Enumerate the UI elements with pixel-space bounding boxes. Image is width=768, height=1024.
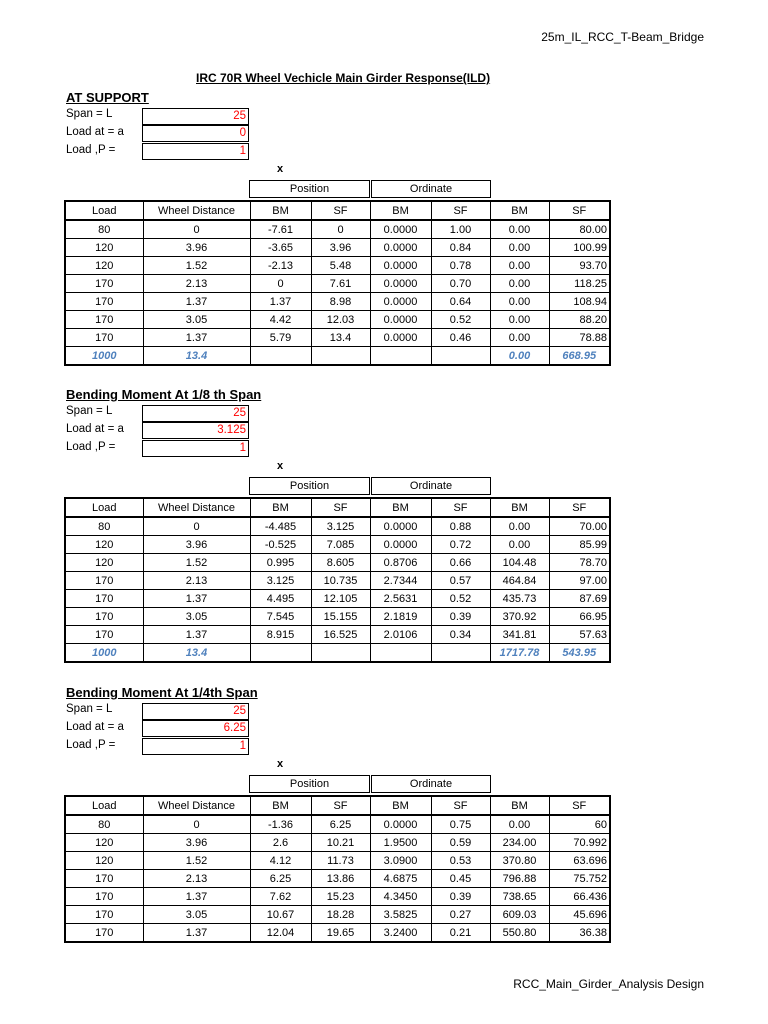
column-header: BM: [370, 201, 431, 220]
table-cell: 66.436: [549, 888, 610, 906]
table-cell: 0.57: [431, 572, 490, 590]
table-cell: 1.52: [143, 852, 250, 870]
table-cell: 87.69: [549, 590, 610, 608]
span-value[interactable]: 25: [142, 703, 249, 720]
table-cell: 0.78: [431, 257, 490, 275]
document-title: IRC 70R Wheel Vechicle Main Girder Response(ILD): [196, 71, 491, 85]
table-cell: 18.28: [311, 906, 370, 924]
table-cell: 550.80: [490, 924, 549, 943]
table-cell: 0.0000: [370, 220, 431, 239]
table-cell: [311, 644, 370, 663]
table-cell: 0.46: [431, 329, 490, 347]
table-cell: 10.735: [311, 572, 370, 590]
table-cell: 70.992: [549, 834, 610, 852]
table-row: [65, 311, 610, 329]
table-cell: 170: [65, 329, 143, 347]
column-header: SF: [549, 498, 610, 517]
table-cell: 170: [65, 293, 143, 311]
table-cell: 13.4: [143, 347, 250, 366]
table-cell: 120: [65, 554, 143, 572]
table-cell: 57.63: [549, 626, 610, 644]
table-cell: [370, 347, 431, 366]
table-cell: 2.1819: [370, 608, 431, 626]
table-cell: 1.00: [431, 220, 490, 239]
table-cell: 0: [311, 220, 370, 239]
column-header: SF: [431, 498, 490, 517]
x-marker: x: [277, 758, 284, 770]
ordinate-group-header: Ordinate: [371, 477, 491, 495]
ordinate-group-header: Ordinate: [371, 775, 491, 793]
table-row: [65, 834, 610, 852]
table-cell: 0.27: [431, 906, 490, 924]
table-cell: 0.00: [490, 536, 549, 554]
load-at-value[interactable]: 0: [142, 125, 249, 142]
load-at-label: Load at = a: [66, 126, 124, 138]
table-cell: 120: [65, 834, 143, 852]
table-cell: 88.20: [549, 311, 610, 329]
column-header: SF: [311, 201, 370, 220]
table-cell: [311, 347, 370, 366]
table-cell: 3.96: [311, 239, 370, 257]
load-at-label: Load at = a: [66, 423, 124, 435]
table-cell: 3.5825: [370, 906, 431, 924]
table-cell: 2.13: [143, 275, 250, 293]
table-cell: -4.485: [250, 517, 311, 536]
table-cell: 170: [65, 924, 143, 943]
table-cell: 0.0000: [370, 329, 431, 347]
table-cell: -7.61: [250, 220, 311, 239]
table-cell: 0.52: [431, 590, 490, 608]
table-cell: 234.00: [490, 834, 549, 852]
table-cell: 0.45: [431, 870, 490, 888]
table-cell: 2.13: [143, 870, 250, 888]
table-cell: 170: [65, 906, 143, 924]
table-cell: -2.13: [250, 257, 311, 275]
table-cell: 0: [143, 815, 250, 834]
table-cell: -3.65: [250, 239, 311, 257]
table-cell: 7.545: [250, 608, 311, 626]
table-cell: 12.03: [311, 311, 370, 329]
table-row: [65, 554, 610, 572]
table-cell: 1000: [65, 347, 143, 366]
table-cell: 0.8706: [370, 554, 431, 572]
position-group-header: Position: [249, 180, 370, 198]
position-group-header: Position: [249, 477, 370, 495]
table-cell: 0.00: [490, 239, 549, 257]
table-cell: 66.95: [549, 608, 610, 626]
table-cell: 5.79: [250, 329, 311, 347]
table-row: [65, 906, 610, 924]
table-cell: 796.88: [490, 870, 549, 888]
table-cell: 63.696: [549, 852, 610, 870]
column-header: BM: [250, 796, 311, 815]
column-header: BM: [490, 796, 549, 815]
table-cell: 118.25: [549, 275, 610, 293]
table-cell: 0.21: [431, 924, 490, 943]
table-row: [65, 924, 610, 943]
column-header: SF: [431, 201, 490, 220]
table-row: [65, 257, 610, 275]
table-cell: 435.73: [490, 590, 549, 608]
table-cell: 60: [549, 815, 610, 834]
table-cell: 13.86: [311, 870, 370, 888]
table-cell: 0.0000: [370, 311, 431, 329]
table-cell: 3.05: [143, 906, 250, 924]
x-marker: x: [277, 460, 284, 472]
table-cell: 108.94: [549, 293, 610, 311]
table-cell: 12.105: [311, 590, 370, 608]
column-header: Wheel Distance: [143, 796, 250, 815]
table-row: [65, 852, 610, 870]
table-cell: 0.59: [431, 834, 490, 852]
table-cell: 609.03: [490, 906, 549, 924]
table-cell: 0.64: [431, 293, 490, 311]
table-cell: 0.0000: [370, 275, 431, 293]
load-p-label: Load ,P =: [66, 144, 116, 156]
table-cell: 0.39: [431, 608, 490, 626]
table-cell: 1.37: [143, 924, 250, 943]
table-cell: 7.61: [311, 275, 370, 293]
table-cell: 80: [65, 517, 143, 536]
table-cell: 0.52: [431, 311, 490, 329]
table-row: [65, 275, 610, 293]
span-label: Span = L: [66, 108, 113, 120]
table-cell: 3.125: [250, 572, 311, 590]
table-cell: 3.05: [143, 608, 250, 626]
table-row: [65, 536, 610, 554]
section-title: AT SUPPORT: [66, 90, 149, 105]
table-cell: 7.62: [250, 888, 311, 906]
table-cell: 170: [65, 888, 143, 906]
table-cell: 13.4: [311, 329, 370, 347]
table-cell: 4.495: [250, 590, 311, 608]
table-row: [65, 888, 610, 906]
table-cell: 4.6875: [370, 870, 431, 888]
table-cell: 0.75: [431, 815, 490, 834]
load-p-value[interactable]: 1: [142, 738, 249, 755]
total-row: [65, 644, 610, 663]
table-cell: 0.00: [490, 220, 549, 239]
table-row: [65, 239, 610, 257]
table-cell: 19.65: [311, 924, 370, 943]
table-cell: 0.0000: [370, 517, 431, 536]
table-row: [65, 293, 610, 311]
table-cell: 0.0000: [370, 257, 431, 275]
column-header: Wheel Distance: [143, 498, 250, 517]
table-cell: 5.48: [311, 257, 370, 275]
table-cell: 16.525: [311, 626, 370, 644]
table-row: [65, 517, 610, 536]
table-cell: 0.88: [431, 517, 490, 536]
table-cell: -1.36: [250, 815, 311, 834]
table-cell: 1.37: [250, 293, 311, 311]
table-cell: 100.99: [549, 239, 610, 257]
load-p-label: Load ,P =: [66, 739, 116, 751]
table-cell: 78.88: [549, 329, 610, 347]
table-cell: 80: [65, 220, 143, 239]
table-cell: 6.25: [250, 870, 311, 888]
table-cell: 10.67: [250, 906, 311, 924]
table-cell: 0: [143, 220, 250, 239]
table-cell: 0: [143, 517, 250, 536]
table-cell: [431, 347, 490, 366]
table-cell: 1.37: [143, 888, 250, 906]
column-header: BM: [370, 498, 431, 517]
table-cell: 0.84: [431, 239, 490, 257]
table-cell: 0.34: [431, 626, 490, 644]
table-cell: 85.99: [549, 536, 610, 554]
ordinate-group-header: Ordinate: [371, 180, 491, 198]
table-cell: 4.42: [250, 311, 311, 329]
load-p-value[interactable]: 1: [142, 143, 249, 160]
table-cell: 0.39: [431, 888, 490, 906]
table-cell: 668.95: [549, 347, 610, 366]
column-header: Wheel Distance: [143, 201, 250, 220]
table-cell: 738.65: [490, 888, 549, 906]
response-table: [64, 795, 611, 943]
table-cell: 0.53: [431, 852, 490, 870]
total-row: [65, 347, 610, 366]
table-row: [65, 590, 610, 608]
table-row: [65, 870, 610, 888]
table-cell: -0.525: [250, 536, 311, 554]
table-cell: 1.37: [143, 590, 250, 608]
table-cell: 80.00: [549, 220, 610, 239]
table-cell: 7.085: [311, 536, 370, 554]
load-p-value[interactable]: 1: [142, 440, 249, 457]
span-value[interactable]: 25: [142, 108, 249, 125]
column-header: BM: [490, 201, 549, 220]
table-cell: 170: [65, 626, 143, 644]
load-at-value[interactable]: 6.25: [142, 720, 249, 737]
table-cell: 0.0000: [370, 536, 431, 554]
table-cell: 13.4: [143, 644, 250, 663]
section-title: Bending Moment At 1/8 th Span: [66, 387, 262, 402]
span-value[interactable]: 25: [142, 405, 249, 422]
table-cell: 3.2400: [370, 924, 431, 943]
response-table: [64, 497, 611, 663]
column-header: BM: [370, 796, 431, 815]
table-cell: 3.125: [311, 517, 370, 536]
table-cell: 10.21: [311, 834, 370, 852]
table-cell: 8.98: [311, 293, 370, 311]
column-header: Load: [65, 796, 143, 815]
table-cell: 4.3450: [370, 888, 431, 906]
table-cell: 170: [65, 870, 143, 888]
table-cell: 3.96: [143, 536, 250, 554]
table-cell: 1.37: [143, 329, 250, 347]
table-cell: 0.0000: [370, 239, 431, 257]
table-cell: 3.96: [143, 239, 250, 257]
table-cell: 3.05: [143, 311, 250, 329]
document-header: 25m_IL_RCC_T-Beam_Bridge: [541, 30, 704, 44]
table-cell: 1.52: [143, 257, 250, 275]
table-cell: 1.52: [143, 554, 250, 572]
table-cell: 93.70: [549, 257, 610, 275]
table-cell: [370, 644, 431, 663]
table-cell: 3.0900: [370, 852, 431, 870]
table-cell: 0.00: [490, 257, 549, 275]
table-cell: 0: [250, 275, 311, 293]
column-header: SF: [549, 201, 610, 220]
table-cell: 1.37: [143, 626, 250, 644]
table-cell: 2.13: [143, 572, 250, 590]
table-cell: 120: [65, 852, 143, 870]
table-cell: 0.66: [431, 554, 490, 572]
table-cell: 0.00: [490, 293, 549, 311]
document-footer: RCC_Main_Girder_Analysis Design: [513, 977, 704, 991]
table-cell: 80: [65, 815, 143, 834]
table-row: [65, 626, 610, 644]
table-cell: 120: [65, 536, 143, 554]
table-cell: 0.995: [250, 554, 311, 572]
table-cell: 15.23: [311, 888, 370, 906]
table-cell: 170: [65, 590, 143, 608]
table-cell: 120: [65, 257, 143, 275]
table-cell: 0.00: [490, 347, 549, 366]
table-cell: 464.84: [490, 572, 549, 590]
table-cell: 97.00: [549, 572, 610, 590]
table-cell: 0.00: [490, 311, 549, 329]
table-row: [65, 329, 610, 347]
column-header: SF: [311, 796, 370, 815]
load-at-label: Load at = a: [66, 721, 124, 733]
load-at-value[interactable]: 3.125: [142, 422, 249, 439]
table-row: [65, 608, 610, 626]
table-cell: 45.696: [549, 906, 610, 924]
table-cell: 0.00: [490, 275, 549, 293]
table-cell: 170: [65, 608, 143, 626]
table-cell: 8.915: [250, 626, 311, 644]
table-cell: 8.605: [311, 554, 370, 572]
position-group-header: Position: [249, 775, 370, 793]
column-header: Load: [65, 498, 143, 517]
column-header: BM: [250, 201, 311, 220]
table-cell: 370.92: [490, 608, 549, 626]
table-cell: 0.00: [490, 815, 549, 834]
table-cell: 2.6: [250, 834, 311, 852]
table-cell: 0.70: [431, 275, 490, 293]
column-header: BM: [490, 498, 549, 517]
table-cell: 543.95: [549, 644, 610, 663]
column-header: Load: [65, 201, 143, 220]
section-title: Bending Moment At 1/4th Span: [66, 685, 258, 700]
table-cell: 11.73: [311, 852, 370, 870]
table-cell: 36.38: [549, 924, 610, 943]
table-cell: 0.0000: [370, 293, 431, 311]
table-cell: 104.48: [490, 554, 549, 572]
table-cell: 1717.78: [490, 644, 549, 663]
span-label: Span = L: [66, 405, 113, 417]
table-row: [65, 220, 610, 239]
table-cell: 170: [65, 311, 143, 329]
table-cell: 75.752: [549, 870, 610, 888]
span-label: Span = L: [66, 703, 113, 715]
response-table: [64, 200, 611, 366]
load-p-label: Load ,P =: [66, 441, 116, 453]
column-header: SF: [431, 796, 490, 815]
table-cell: 3.96: [143, 834, 250, 852]
table-cell: 4.12: [250, 852, 311, 870]
table-cell: 1000: [65, 644, 143, 663]
table-cell: 2.5631: [370, 590, 431, 608]
table-cell: [250, 347, 311, 366]
table-cell: 341.81: [490, 626, 549, 644]
column-header: BM: [250, 498, 311, 517]
table-cell: 1.37: [143, 293, 250, 311]
table-row: [65, 815, 610, 834]
table-cell: 2.0106: [370, 626, 431, 644]
table-cell: 2.7344: [370, 572, 431, 590]
table-cell: 0.0000: [370, 815, 431, 834]
table-cell: 120: [65, 239, 143, 257]
column-header: SF: [311, 498, 370, 517]
table-cell: [250, 644, 311, 663]
table-cell: 170: [65, 275, 143, 293]
column-header: SF: [549, 796, 610, 815]
table-cell: 0.72: [431, 536, 490, 554]
table-cell: [431, 644, 490, 663]
table-cell: 1.9500: [370, 834, 431, 852]
table-cell: 15.155: [311, 608, 370, 626]
table-cell: 12.04: [250, 924, 311, 943]
table-cell: 70.00: [549, 517, 610, 536]
table-row: [65, 572, 610, 590]
table-cell: 370.80: [490, 852, 549, 870]
table-cell: 0.00: [490, 329, 549, 347]
table-cell: 6.25: [311, 815, 370, 834]
table-cell: 78.70: [549, 554, 610, 572]
x-marker: x: [277, 163, 284, 175]
table-cell: 170: [65, 572, 143, 590]
table-cell: 0.00: [490, 517, 549, 536]
